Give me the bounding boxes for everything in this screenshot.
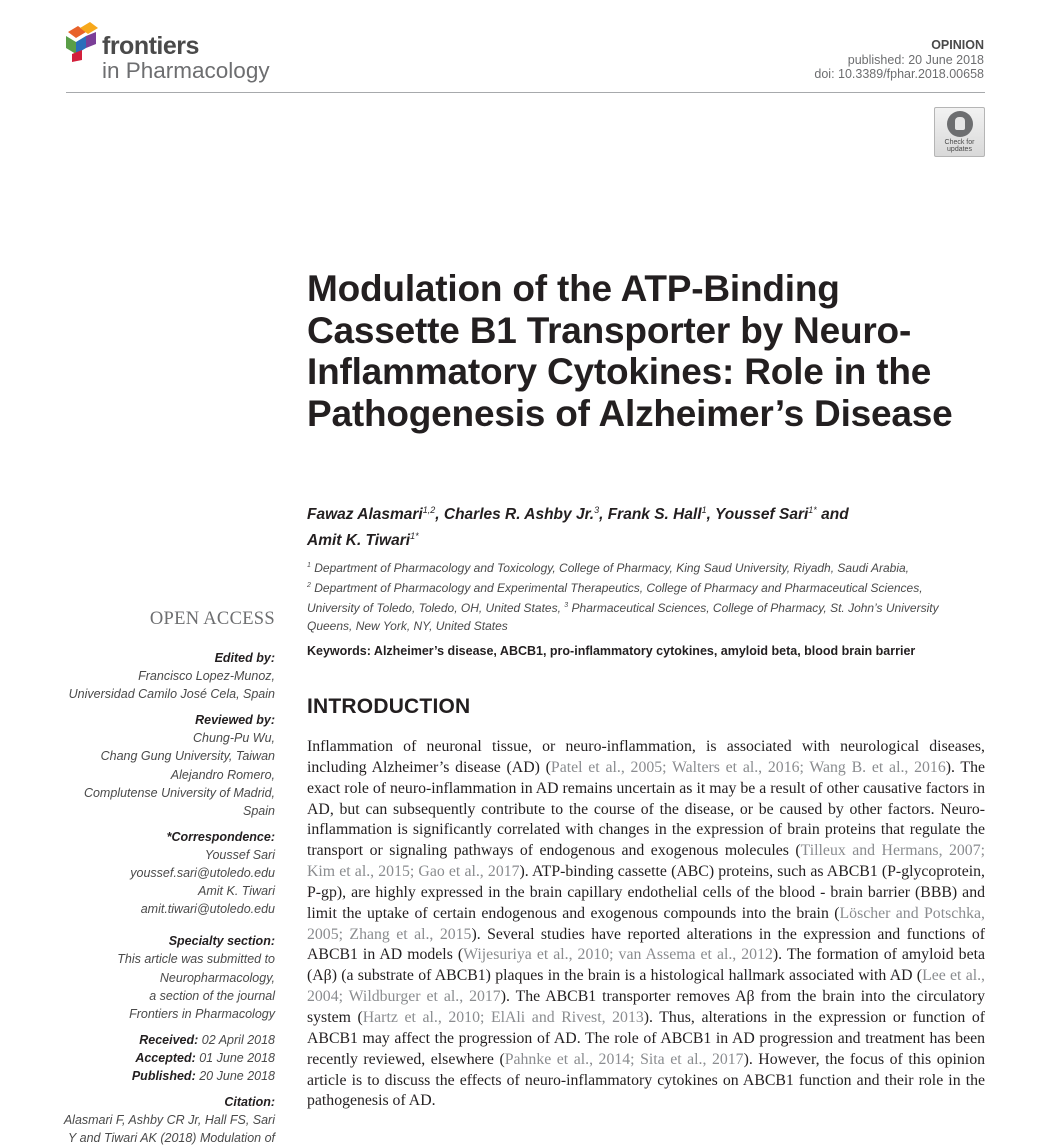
correspondent-email[interactable]: youssef.sari@utoledo.edu (130, 866, 275, 881)
author-affiliation-sup: 1* (410, 530, 419, 541)
published-label: Published: (131, 1068, 196, 1083)
specialty-section-label: Specialty section: (168, 934, 275, 949)
affil-1-sup: 1 (307, 562, 311, 569)
correspondent-name: Youssef Sari (204, 847, 275, 862)
specialty-line: a section of the journal (149, 988, 275, 1003)
correspondence-label: *Correspondence: (166, 829, 275, 844)
author-list (307, 500, 907, 551)
author-name[interactable]: Frank S. Hall (607, 506, 702, 524)
author-name[interactable]: Fawaz Alasmari (307, 506, 423, 524)
correspondent-email[interactable]: amit.tiwari@utoledo.edu (140, 902, 275, 917)
citation-link[interactable]: Hartz et al., 2010; ElAli and Rivest, 2013 (362, 1008, 644, 1026)
author-separator: , (435, 506, 444, 524)
affil-2: Department of Pharmacology and Experimental Therapeutics, College of Pharmacy and Pharmaceutical Sciences, University of Toledo, Toledo, OH, United States, (307, 581, 923, 615)
citation-link[interactable]: Lee et al., 2004; Wildburger et al., 2017 (307, 967, 985, 1006)
correspondent-name: Amit K. Tiwari (198, 884, 275, 899)
introduction-paragraph (307, 737, 985, 1112)
published-value: 20 June 2018 (199, 1068, 275, 1083)
author-name[interactable]: Amit K. Tiwari (307, 531, 411, 549)
paragraph-text: ). ATP-binding cassette (ABC) proteins, such as ABCB1 (P-glycoprotein, P-gp), are highly expressed in the brain capillary endothelial cells of the blood - brain barrier (BBB) and limit the uptake of certain endogenous and exogenous compounds into the brain ( (307, 863, 985, 922)
accepted-label: Accepted: (135, 1050, 196, 1065)
paragraph-text: ). The formation of amyloid beta (Aβ) (a substrate of ABCB1) plaques in the brain is a histological hallmark associated with AD ( (307, 946, 985, 985)
author-affiliation-sup: 1* (808, 505, 817, 515)
keywords-list: Alzheimer’s disease, ABCB1, pro-inflammatory cytokines, amyloid beta, blood brain barrier (373, 644, 916, 658)
keywords-label: Keywords: (307, 644, 371, 658)
logo-cube-purple (86, 32, 96, 48)
header-divider (66, 92, 985, 93)
affiliations (307, 557, 967, 635)
paragraph-text: ). Several studies have reported alterations in the expression and functions of ABCB1 in AD models ( (307, 925, 985, 964)
reviewer-line: Alejandro Romero, (170, 767, 275, 782)
edited-by-label: Edited by: (214, 651, 275, 665)
doi[interactable]: doi: 10.3389/fphar.2018.00658 (814, 67, 984, 81)
accepted-date (40, 1049, 275, 1067)
journal-name: in Pharmacology (102, 58, 270, 83)
article-type: OPINION (931, 38, 984, 52)
author-name[interactable]: Youssef Sari (714, 506, 809, 524)
received-label: Received: (139, 1032, 199, 1047)
published-date-sidebar (40, 1067, 275, 1085)
citation-link[interactable]: Löscher and Potschka, 2005; Zhang et al., 2015 (307, 904, 986, 943)
affil-1: Department of Pharmacology and Toxicology, College of Pharmacy, King Saud University, Riyadh, Saudi Arabia, (314, 561, 909, 575)
affil-3-sup: 3 (564, 602, 569, 609)
paragraph-text: ). Thus, alterations in the expression or function of ABCB1 may affect the progression of AD. The role of ABCB1 in AD progression and treatment has been recently reviewed, elsewhere ( (307, 1008, 986, 1068)
section-heading-introduction: INTRODUCTION (307, 695, 471, 718)
citation-link[interactable]: Pahnke et al., 2014; Sita et al., 2017 (504, 1050, 744, 1068)
author-separator: and (816, 506, 849, 524)
article-meta (814, 38, 984, 82)
specialty-line: Neuropharmacology, (159, 970, 275, 985)
paragraph-text: ). The ABCB1 transporter removes Aβ from the brain into the circulatory system ( (307, 988, 985, 1026)
author-separator: , (599, 506, 608, 524)
author-affiliation-sup: 1 (701, 505, 707, 515)
author-affiliation-sup: 1,2 (422, 505, 436, 515)
specialty-line: Frontiers in Pharmacology (129, 1006, 275, 1021)
reviewed-by-label: Reviewed by: (195, 713, 275, 728)
affil-2-sup: 2 (307, 582, 311, 589)
citation-link[interactable]: Patel et al., 2005; Walters et al., 2016; Wang B. et al., 2016 (550, 758, 946, 776)
keywords (307, 644, 987, 659)
journal-logo[interactable] (66, 22, 306, 86)
author-name[interactable]: Charles R. Ashby Jr. (443, 506, 595, 524)
reviewer-line: Spain (243, 803, 275, 818)
frontiers-logo-icon (66, 22, 100, 62)
editor-affiliation: Universidad Camilo José Cela, Spain (68, 687, 275, 702)
citation-line: Alasmari F, Ashby CR Jr, Hall FS, Sari (63, 1113, 275, 1128)
citation-link[interactable]: Tilleux and Hermans, 2007; Kim et al., 2015; Gao et al., 2017 (307, 842, 985, 881)
logo-cube-green (66, 36, 76, 54)
citation-label: Citation: (224, 1095, 275, 1110)
received-date (40, 1031, 275, 1049)
reviewer-line: Chang Gung University, Taiwan (100, 749, 275, 764)
specialty-line: This article was submitted to (117, 952, 275, 967)
bookmark-icon (947, 111, 973, 137)
check-for-updates-button[interactable] (934, 107, 985, 157)
editor-name: Francisco Lopez-Munoz, (138, 669, 275, 684)
citation-line: Y and Tiwari AK (2018) Modulation of (68, 1131, 275, 1146)
reviewer-line: Complutense University of Madrid, (83, 785, 275, 800)
author-separator: , (706, 506, 715, 524)
reviewer-line: Chung-Pu Wu, (193, 731, 275, 746)
logo-wordmark: frontiers (102, 32, 199, 60)
accepted-value: 01 June 2018 (199, 1050, 275, 1065)
open-access-label: OPEN ACCESS (149, 609, 275, 629)
paragraph-text: ). The exact role of neuro-inflammation in AD remains uncertain as it may be a result of other causative factors in AD, but can subsequently contribute to the course of the disease, or be caused by other factors. Neuro-inflammation is significantly correlated with changes in the expression of brain proteins that regulate the transport or signaling pathways of endogenous and exogenous molecules ( (307, 758, 985, 860)
received-value: 02 April 2018 (201, 1032, 275, 1047)
check-for-updates-label: Check for updates (944, 139, 975, 153)
author-affiliation-sup: 3 (594, 505, 600, 515)
published-date: published: 20 June 2018 (847, 52, 984, 67)
paragraph-text: ). However, the focus of this opinion article is to discuss the effects of neuro-inflammatory cytokines on ABCB1 function and their role in the pathogenesis of AD. (307, 1050, 985, 1110)
affil-3: Pharmaceutical Sciences, College of Pharmacy, St. John’s University Queens, New York, NY, United States (307, 601, 939, 633)
citation-link[interactable]: Wijesuriya et al., 2010; van Assema et al., 2012 (463, 946, 773, 964)
article-title: Modulation of the ATP-Binding Cassette B1 Transporter by Neuro-Inflammatory Cytokines: Role in the Pathogenesis of Alzheimer’s Disease (307, 268, 953, 434)
paragraph-text: Inflammation of neuronal tissue, or neuro-inflammation, is associated with neurological diseases, including Alzheimer’s disease (AD) ( (307, 738, 985, 776)
article-info-sidebar (40, 649, 275, 1147)
